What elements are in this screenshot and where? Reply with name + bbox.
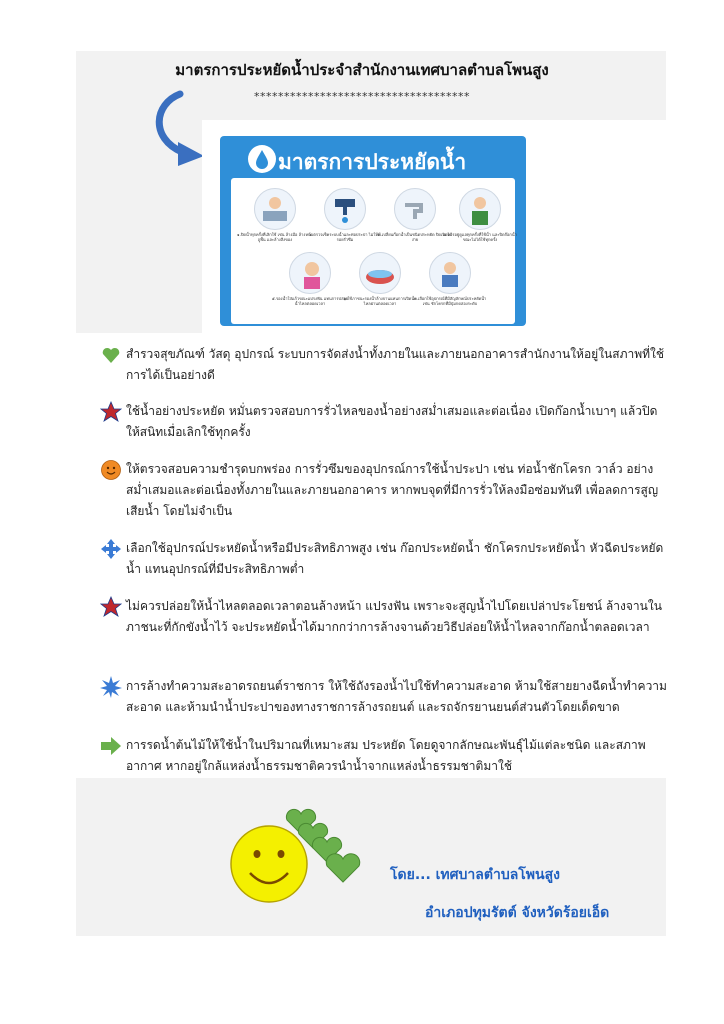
tip-picture — [359, 252, 401, 294]
tip-picture — [289, 252, 331, 294]
list-item — [100, 459, 670, 522]
red-star-icon — [100, 596, 122, 618]
item-text: การรดน้ำต้นไม้ให้ใช้น้ำในปริมาณที่เหมาะสม ประหยัด โดยดูจากลักษณะพันธุ์ไม้แต่ละชนิด และสภาพอากาศ หากอยู่ใกล้แหล่งน้ำธรรมชาติควรนำน้ำจากแหล่งน้ำธรรมชาติมาใช้ — [126, 738, 646, 773]
separator: ************************************ — [254, 90, 470, 103]
red-star-icon — [100, 401, 122, 423]
item-text: เลือกใช้อุปกรณ์ประหยัดน้ำหรือมีประสิทธิภาพสูง เช่น ก๊อกประหยัดน้ำ ชักโครกประหยัดน้ำ หัวฉีดประหยัดน้ำ แทนอุปกรณ์ที่มีประสิทธิภาพต่ำ — [126, 541, 664, 576]
tip-text: ๕.รองน้ำใส่แก้วขณะแปรงฟัน แทนการปล่อยน้ำไหลตลอดเวลา — [271, 296, 349, 306]
poster-tip — [306, 188, 384, 242]
tip-text: ๔.ควรอยู่ดูแลทุกครั้งที่ใช้น้ำ และปิดก๊อกน้ำขณะไม่ได้ใช้ทุกครั้ง — [443, 232, 517, 242]
water-saving-poster — [220, 136, 526, 326]
tip-text: ๓.เปลี่ยนก๊อกน้ำเป็นชนิดประหยัด ปิดเปิดได้ง่าย — [377, 232, 453, 242]
signature-organization: โดย... เทศบาลตำบลโพนสูง — [390, 867, 560, 883]
tip-picture — [254, 188, 296, 230]
poster-tip — [236, 188, 314, 242]
curved-arrow-icon — [148, 90, 208, 170]
blue-burst-icon — [100, 676, 122, 698]
signature-location: อำเภอปทุมรัตต์ จังหวัดร้อยเอ็ด — [425, 905, 610, 921]
tip-picture — [429, 252, 471, 294]
list-item — [100, 735, 670, 777]
tip-picture — [459, 188, 501, 230]
poster-tips-panel — [231, 178, 515, 324]
poster-title: มาตรการประหยัดน้ำ — [278, 150, 467, 174]
poster-tip — [441, 188, 519, 242]
page-title: มาตรการประหยัดน้ำประจำสำนักงานเทศบาลตำบลโพนสูง — [175, 61, 549, 79]
blue-four-arrows-icon — [100, 538, 122, 560]
orange-smiley-icon — [100, 459, 122, 481]
item-text: การล้างทำความสะอาดรถยนต์ราชการ ให้ใช้ถังรองน้ำไปใช้ทำความสะอาด ห้ามใช้สายยางฉีดน้ำทำความสะอาด และห้ามนำน้ำประปาของทางราชการล้างรถยนต์ และรถจักรยานยนต์ส่วนตัวโดยเด็ดขาด — [126, 679, 667, 714]
poster-tip — [411, 252, 489, 306]
tip-text: ๗.เลือกใช้อุปกรณ์ที่มีสัญลักษณ์ประหยัดน้ำ เช่น ชักโครกที่มีปุ่มกดสองระดับ — [413, 296, 487, 306]
list-item — [100, 596, 670, 638]
item-text: ให้ตรวจสอบความชำรุดบกพร่อง การรั่วซึมของอุปกรณ์การใช้น้ำประปา เช่น ท่อน้ำชักโครก วาล์ว อย่างสม่ำเสมอและต่อเนื่องทั้งภายในและภายนอกอาคาร หากพบจุดที่มีการรั่วให้ลงมือซ่อมทันที เพื่อลดการสูญเสียน้ำ โดยไม่จำเป็น — [126, 462, 659, 518]
list-item — [100, 538, 670, 580]
poster-tip — [341, 252, 419, 306]
green-heart-icon — [100, 344, 122, 366]
green-arrow-icon — [100, 735, 122, 757]
poster-tip — [271, 252, 349, 306]
green-hearts-icon — [283, 808, 367, 888]
tip-picture — [394, 188, 436, 230]
list-item — [100, 401, 670, 443]
tip-text: ๖.ใช้ภาชนะรองน้ำล้างจานแทนการเปิดน้ำไหลผ่านตลอดเวลา — [343, 296, 417, 306]
tip-text: ๒.ตรวจเช็คระบบน้ำและท่อประปา ไม่ให้มีรอยรั่วซึม — [309, 232, 381, 242]
tip-picture — [324, 188, 366, 230]
list-item — [100, 676, 670, 718]
tip-text: ๑.ปิดน้ำทุกครั้งที่เลิกใช้ เช่น ล้างมือ ล้างหน้า ถูพื้น และล้างสิ่งของ — [237, 232, 313, 242]
item-text: ไม่ควรปล่อยให้น้ำไหลตลอดเวลาตอนล้างหน้า แปรงฟัน เพราะจะสูญน้ำไปโดยเปล่าประโยชน์ ล้างจานในภาชนะที่กักขังน้ำไว้ จะประหยัดน้ำได้มากกว่าการล้างจานด้วยวิธีปล่อยให้น้ำไหลจากก๊อกน้ำตลอดเวลา — [126, 599, 662, 634]
item-text: ใช้น้ำอย่างประหยัด หมั่นตรวจสอบการรั่วไหลของน้ำอย่างสม่ำเสมอและต่อเนื่อง เปิดก๊อกน้ำเบาๆ แล้วปิดให้สนิทเมื่อเลิกใช้ทุกครั้ง — [126, 404, 658, 439]
water-drop-icon — [248, 145, 276, 173]
item-text: สำรวจสุขภัณฑ์ วัสดุ อุปกรณ์ ระบบการจัดส่งน้ำทั้งภายในและภายนอกอาคารสำนักงานให้อยู่ในสภาพที่ใช้การได้เป็นอย่างดี — [126, 347, 665, 382]
list-item — [100, 344, 670, 386]
